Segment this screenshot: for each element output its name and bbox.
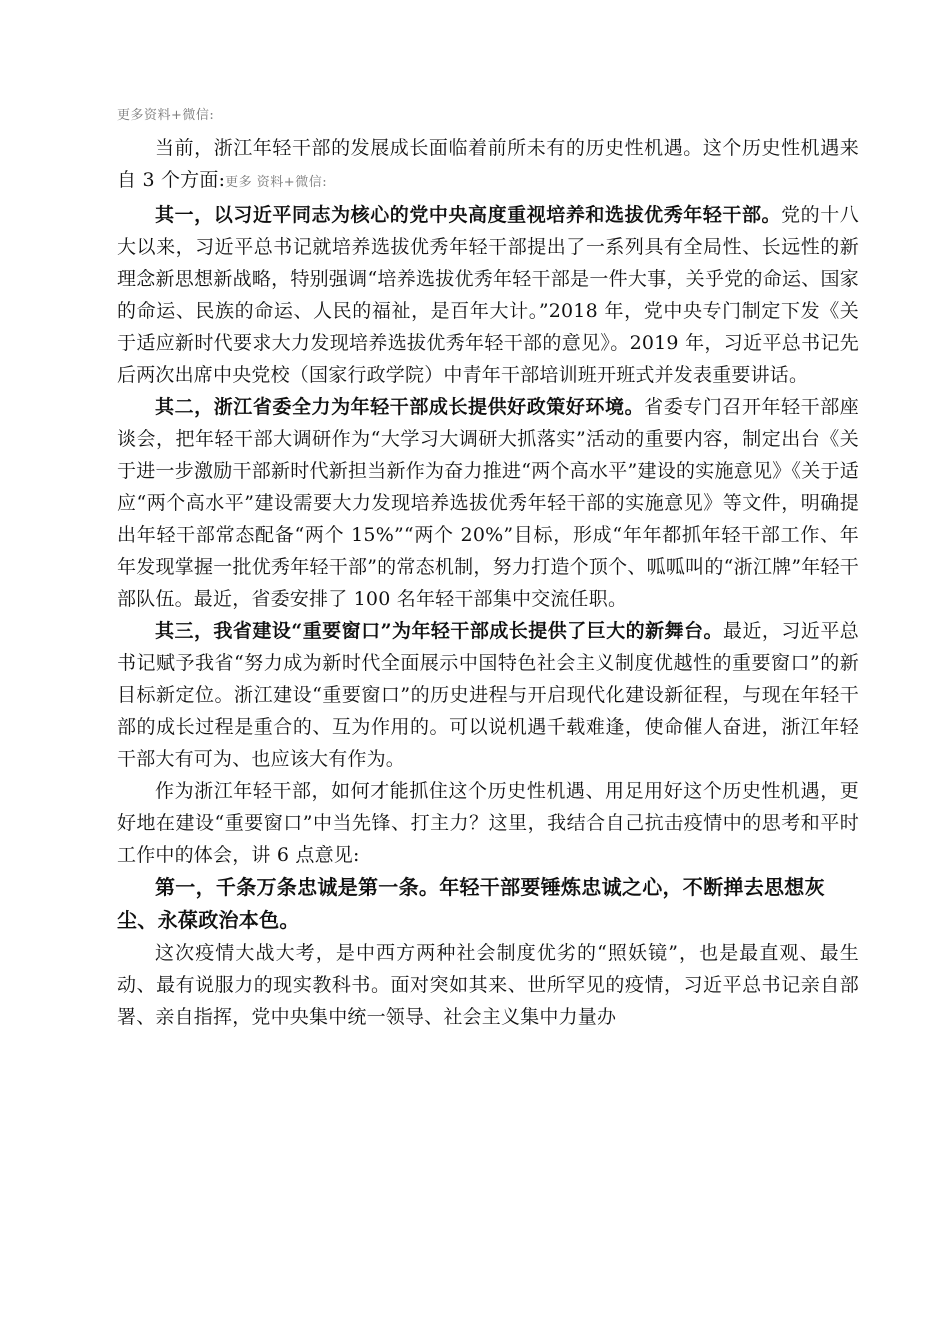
point-two-text: 省委专门召开年轻干部座谈会，把年轻干部大调研作为“大学习大调研大抓落实”活动的重要内容，制定出台《关于进一步激励干部新时代新担当新作为奋力推进“两个高水平”建设的实施意见》《关于适应“两个高水平”建设需要大力发现培养选拔优秀年轻干部的实施意见》等文件，明确提出年轻干部常态配备“两个 15%”“两个 20%”目标，形成“年年都抓年轻干部工作、年年发现掌握一批优秀年轻干部”的常态机制，努力打造个顶个、呱呱叫的“浙江牌”年轻干部队伍。最近，省委安排了 100 名年轻干部集中交流任职。 <box>117 396 859 610</box>
closing-paragraph: 这次疫情大战大考，是中西方两种社会制度优劣的“照妖镜”，也是最直观、最生动、最有说服力的现实教科书。面对突如其来、世所罕见的疫情，习近平总书记亲自部署、亲自指挥，党中央集中统一领导、社会主义集中力量办 <box>117 942 859 1028</box>
point-two-lead: 其二，浙江省委全力为年轻干部成长提供好政策好环境。 <box>155 396 645 418</box>
point-three-paragraph <box>117 615 859 775</box>
watermark-note: 更多资料+微信: <box>117 108 215 123</box>
transition-paragraph <box>117 775 859 871</box>
point-three-text: 最近，习近平总书记赋予我省“努力成为新时代全面展示中国特色社会主义制度优越性的重要窗口”的新目标新定位。浙江建设“重要窗口”的历史进程与开启现代化建设新征程，与现在年轻干部的成长过程是重合的、互为作用的。可以说机遇千载难逢，使命催人奋进，浙江年轻干部大有可为、也应该大有作为。 <box>117 620 860 770</box>
section-heading: 第一，千条万条忠诚是第一条。年轻干部要锤炼忠诚之心，不断掸去思想灰尘、永葆政治本色。 <box>117 875 825 932</box>
transition-text: 作为浙江年轻干部，如何才能抓住这个历史性机遇、用足用好这个历史性机遇，更好地在建设“重要窗口”中当先锋、打主力？这里，我结合自己抗击疫情中的思考和平时工作中的体会，讲 6 点意见: <box>117 780 859 866</box>
document-body <box>117 132 859 1033</box>
inline-watermark-note: 更多 资料+微信: <box>225 175 328 190</box>
intro-text: 当前，浙江年轻干部的发展成长面临着前所未有的历史性机遇。这个历史性机遇来自 3 个方面: <box>117 137 859 191</box>
point-one-text: 党的十八大以来，习近平总书记就培养选拔优秀年轻干部提出了一系列具有全局性、长远性的新理念新思想新战略，特别强调“培养选拔优秀年轻干部是一件大事，关乎党的命运、国家的命运、民族的命运、人民的福祉，是百年大计。”2018 年，党中央专门制定下发《关于适应新时代要求大力发现培养选拔优秀年轻干部的意见》。2019 年，习近平总书记先后两次出席中央党校（国家行政学院）中青年干部培训班开班式并发表重要讲话。 <box>117 204 859 386</box>
point-one-paragraph <box>117 199 859 391</box>
point-one-lead: 其一，以习近平同志为核心的党中央高度重视培养和选拔优秀年轻干部。 <box>155 204 782 226</box>
intro-paragraph <box>117 132 859 199</box>
point-two-paragraph <box>117 391 859 615</box>
point-three-lead: 其三，我省建设“重要窗口”为年轻干部成长提供了巨大的新舞台。 <box>155 620 723 642</box>
